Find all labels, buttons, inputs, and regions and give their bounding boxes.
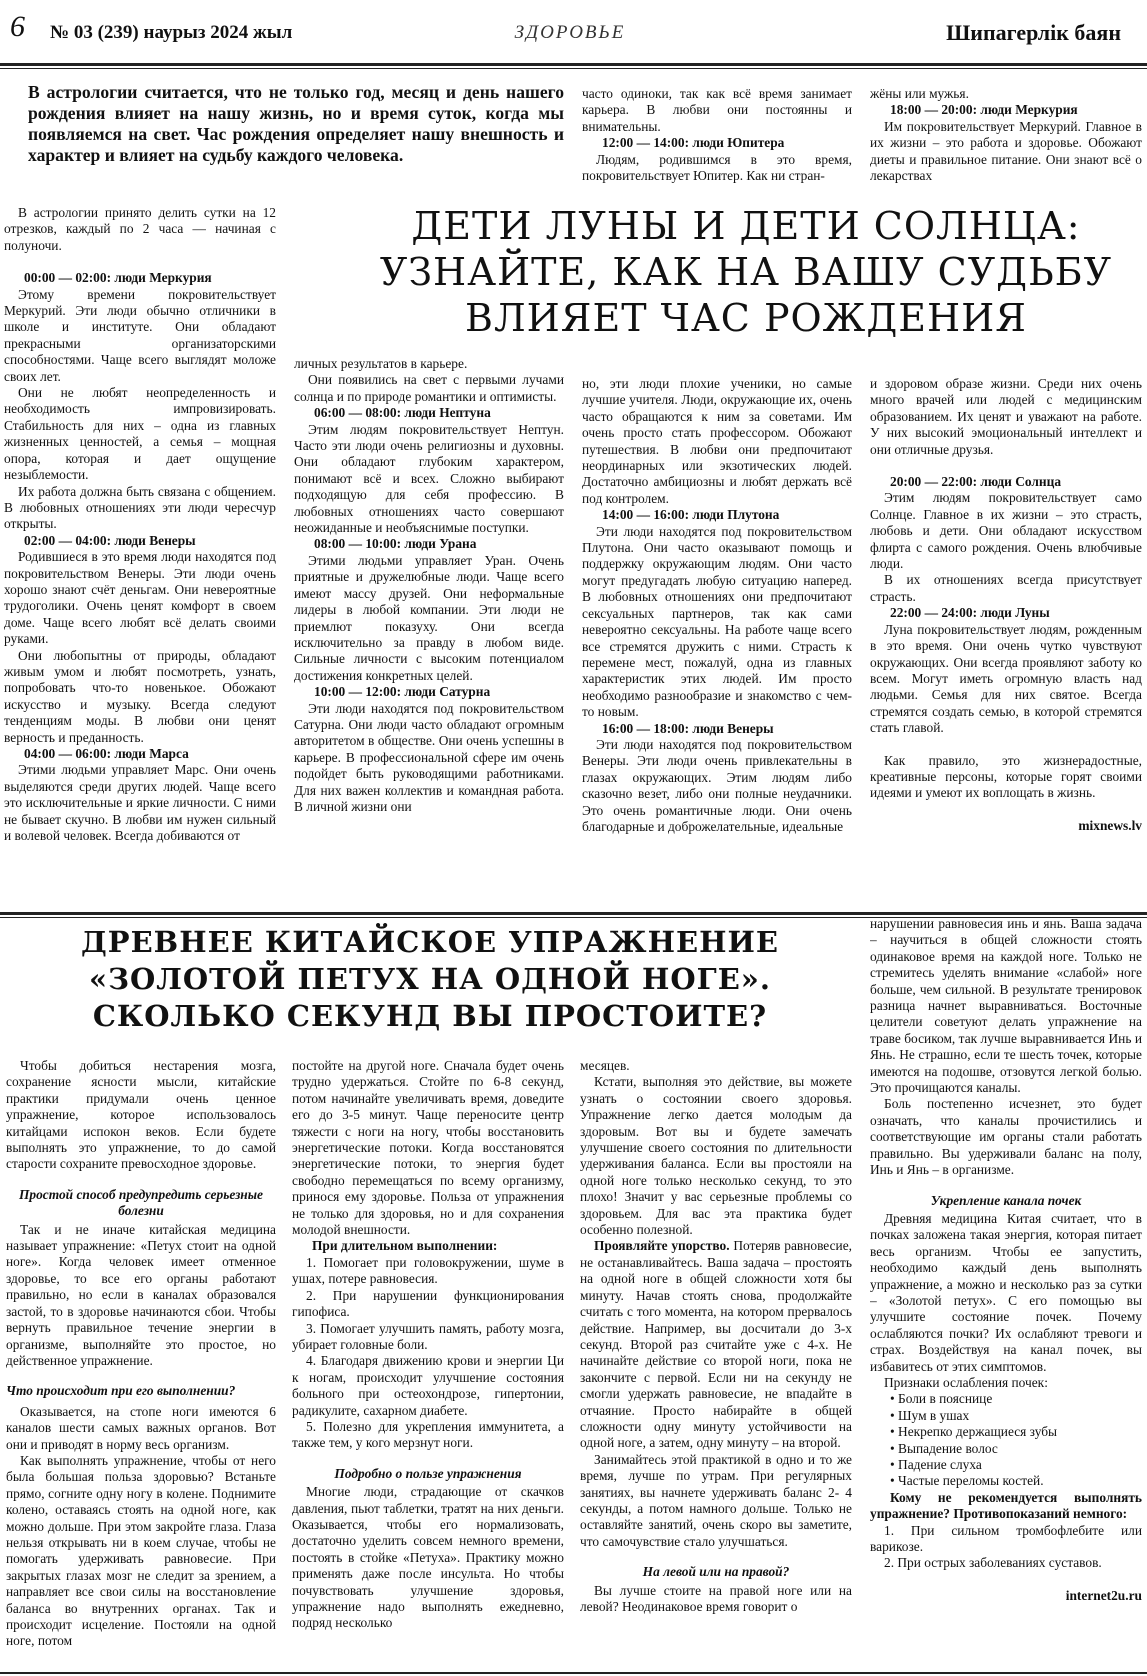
page-number: 6 — [10, 10, 25, 43]
list-item: • Боли в пояснице — [890, 1391, 993, 1407]
list-item: • Падение слуха — [890, 1457, 982, 1472]
paragraph: часто одиноки, так как всё время занимает карьера. В любви они постоянны и внимательны. — [582, 86, 852, 134]
article-column — [582, 86, 852, 190]
paragraph: жёны или мужья. — [870, 86, 969, 101]
paragraph: Людям, родившимся в это время, покровительствует Юпитер. Как ни стран- — [582, 151, 852, 184]
paragraph: Признаки ослабления почек: — [884, 1374, 1048, 1390]
paragraph: Потеряв равновесие, не останавливайтесь. Ваша задача – простоять на одной ноге в общей сложности хотя бы минуту. Начав стоять снова, продолжайте считать с того момента, на котором прервалось действие. Например, вы досчитали до 3-х секунд. Второй раз считайте уже с 4-х. Не начинайте действие со второй ноги, пока не закончите с первой. Если ни на секунду не смогли удержать равновесие, не впадайте в отчаяние. Просто набирайте в общей сложности одну минуту устойчивости на одной ноге, а затем, одну минуту – на второй. — [580, 1238, 852, 1451]
paragraph: Эти люди находятся под покровительством Плутона. Они часто оказывают помощь и поддержку окружающим людям. Они часто могут предугадать любую ситуацию наперед. В любовных отношениях они предпочитают сексуальных партнеров, так как сами невероятно сексуальны. На работе чаще всего все стремятся дружить с ними. Страсть к перемене мест, пожалуй, одна из главных характеристик этих людей. Им просто необходимо разнообразие и знакомство с чем-то новым. — [582, 523, 852, 720]
paragraph: Кстати, выполняя это действие, вы можете узнать о состоянии своего здоровья. Упражнение легко дается молодым да здоровым. Вот вы и будете замечать улучшение своего состояния по длительности удерживания баланса. Если вы простояли на одной ноге только несколько секунд, то это плохо! Значит у вас серьезные проблемы со здоровьем. Для вас эта практика будет особенно полезной. — [580, 1074, 852, 1238]
article-column — [582, 376, 852, 906]
paragraph: Древняя медицина Китая считает, что в почках заложена такая энергия, которая питает весь организм. Чтобы ее запустить, необходимо каждый день выполнять упражнение, а можно и несколько раз за сутки – «Золотой петух». С его помощью вы улучшите состояние почек. Почему ослабляются почки? Их ослабляют тревоги и страх. Воздействуя на канал почек, вы избавитесь от этих симптомов. — [870, 1210, 1142, 1374]
title-line: «ЗОЛОТОЙ ПЕТУХ НА ОДНОЙ НОГЕ». — [88, 962, 772, 996]
list-item: • Некрепко держащиеся зубы — [890, 1424, 1058, 1440]
rubric-name: Шипагерлік баян — [946, 20, 1121, 45]
issue-info: № 03 (239) наурыз 2024 жыл — [50, 22, 293, 43]
lead-paragraph: В астрологии считается, что не только год, месяц и день нашего рождения влияет на нашу жизнь, но и время суток, когда мы появляемся на свет. Час рождения определяет нашу внешность и характер и влияет на судьбу каждого человека. — [28, 82, 564, 165]
subheading: 22:00 — 24:00: люди Луны — [890, 605, 1050, 621]
paragraph: личных результатов в карьере. — [294, 356, 468, 371]
paragraph: Этими людьми управляет Марс. Они очень выделяются среди других людей. Чаще всего это исключительные и яркие личности. С ними не бывает скучно. В любви им нужен сильный и волевой человек. Всегда добиваются от — [4, 762, 276, 844]
paragraph: Они появились на свет с первыми лучами солнца и по природе романтики и оптимисты. — [294, 372, 564, 404]
paragraph: Так и не иначе китайская медицина называет упражнение: «Петух стоит на одной ноге». Когда человек имеет отменное здоровье, то все его органы работают правильно, но если в каналах образовался застой, то в здоровье начинаются сбои. Чтобы вернуть правильное течение энергии в организме, выполняйте это простое, но действенное упражнение. — [6, 1221, 276, 1368]
article-column — [870, 376, 1142, 896]
list-item: • Шум в ушах — [890, 1407, 970, 1423]
title-line: СКОЛЬКО СЕКУНД ВЫ ПРОСТОИТЕ? — [92, 999, 768, 1033]
subheading: На левой или на правой? — [642, 1564, 790, 1580]
subheading: Подробно о пользе упражнения — [334, 1465, 522, 1481]
header-rule — [0, 63, 1147, 66]
subheading: Простой способ предупредить серьезные болезни — [19, 1186, 263, 1219]
header-rule-thin — [0, 68, 1147, 69]
paragraph: Родившиеся в это время люди находятся под покровительством Венеры. Эти люди очень хорошо знают счёт деньгам. Они невероятные трудоголики. Очень ценят комфорт в своем доме. Чаще всего любят всё делать своими руками. — [4, 549, 276, 647]
subheading: 08:00 — 10:00: люди Урана — [314, 536, 477, 552]
subheading: 14:00 — 16:00: люди Плутона — [602, 507, 780, 523]
paragraph: Оказывается, на стопе ноги имеются 6 каналов шести самых важных органов. Вот они и приводят в норму весь организм. — [6, 1403, 276, 1452]
footer-rule — [0, 1672, 1147, 1674]
subheading: 20:00 — 22:00: люди Солнца — [890, 474, 1062, 490]
list-item: 1. Помогает при головокружении, шуме в ушах, потере равновесия. — [292, 1254, 564, 1287]
page-header — [0, 0, 1147, 68]
paragraph: В их отношениях всегда присутствует страсть. — [870, 572, 1142, 604]
paragraph: Этим людям покровительствует Нептун. Часто эти люди очень религиозны и духовны. Они обладают глубоким характером, понимают всё и всех. Сложно выбирают подходящую для себя профессию. В любовных отношениях часто совершают неожиданные и необъяснимые поступки. — [294, 421, 564, 536]
paragraph: Их работа должна быть связана с общением. В любовных отношениях эти люди чересчур открыты. — [4, 483, 276, 532]
paragraph: Многие люди, страдающие от скачков давления, пьют таблетки, тратят на них деньги. Оказывается, чтобы его нормализовать, достаточно уделить совсем немного времени, постоять в стойке «Петуха». Практику можно применять даже после инсульта. Но чтобы почувствовать улучшение здоровья, упражнение надо выполнять ежедневно, подряд несколько — [292, 1484, 564, 1631]
paragraph: постойте на другой ноге. Сначала будет очень трудно удержаться. Стойте по 6-8 секунд, потом начинайте увеличивать время, доведите его до 3-5 минут. Чаще переносите центр тяжести с ноги на ногу, чтобы восстановить энергетические потоки. Когда восстановятся энергетические потоки, то энергия будет свободно перемещаться по всему организму, принося ему здоровье. Польза от упражнения не только для здоровья, но и для сохранения молодой внешности. — [292, 1058, 564, 1238]
subheading: Что происходит при его выполнении? — [6, 1383, 236, 1399]
paragraph: месяцев. — [580, 1058, 630, 1073]
article-column — [870, 86, 1142, 190]
paragraph: Чтобы добиться нестарения мозга, сохранение ясности мысли, китайские практики придумали очень ценное упражнение, которое использовалось китайцами испокон веков. Если будете выполнять это упражнение, то до самой старости сохраните превосходное здоровье. — [6, 1058, 276, 1172]
list-item: 2. При нарушении функционирования гипофиса. — [292, 1287, 564, 1320]
paragraph: Как правило, это жизнерадостные, креативные персоны, которые горят своими идеями и умеют их воплощать в жизнь. — [870, 752, 1142, 801]
paragraph: Занимайтесь этой практикой в одно и то же время, лучше по утрам. При регулярных занятиях, вы начнете удерживать баланс 2- 4 секунды, а потом намного дольше. Только не оставляйте занятий, очень скоро вы заметите, что самочувствие стало улучшаться. — [580, 1451, 852, 1549]
bold-lead: Проявляйте упорство. — [594, 1238, 730, 1254]
list-item: 2. При острых заболеваниях суставов. — [884, 1555, 1102, 1571]
title-line: ДРЕВНЕЕ КИТАЙСКОЕ УПРАЖНЕНИЕ — [80, 925, 780, 959]
paragraph: В астрологии принято делить сутки на 12 отрезков, каждый по 2 часа — начиная с полуночи. — [4, 205, 276, 253]
article-title — [366, 203, 1126, 341]
list-item: 5. Полезно для укрепления иммунитета, а также тем, у кого мерзнут ноги. — [292, 1418, 564, 1451]
paragraph: Эти люди находятся под покровительством Венеры. Эти люди очень привлекательны в глазах окружающих. Этим людям либо сказочно везет, либо они полные неудачники. Это очень романтичные люди. Они очень благодарные и доброжелательные, идеальные — [582, 736, 852, 834]
subheading: 18:00 — 20:00: люди Меркурия — [890, 102, 1078, 118]
paragraph: Они не любят неопределенность и необходимость импровизировать. Стабильность для них – одна из главных жизненных ценностей, а семья – мощная опора, которая и дает ощущение незыблемости. — [4, 385, 276, 483]
article-column — [4, 205, 276, 905]
subheading: 16:00 — 18:00: люди Венеры — [602, 720, 774, 736]
list-item: • Частые переломы костей. — [890, 1473, 1044, 1489]
paragraph: Им покровительствует Меркурий. Главное в их жизни – это работа и здоровье. Обожают диеты и правильное питание. Они знают всё о лекарствах — [870, 118, 1142, 184]
paragraph: Луна покровительствует людям, рожденным в это время. Они очень чутко чувствуют окружающих. Они всегда проявляют заботу ко всем. Могут иметь огромную власть над людьми. Семья для них святое. Всегда стремятся создать семью, в которой стремятся стать главой. — [870, 621, 1142, 736]
paragraph: Они любопытны от природы, обладают живым умом и любят посмотреть, узнать, попробовать что-то новенькое. Обожают искусство и музыку. Всегда следуют тенденциям моды. В любви они ценят верность и преданность. — [4, 647, 276, 745]
list-item: 4. Благодаря движению крови и энергии Ци к ногам, происходит улучшение состояния больного при остеохондрозе, гипертонии, радикулите, сахарном диабете. — [292, 1353, 564, 1418]
subheading: 10:00 — 12:00: люди Сатурна — [314, 684, 491, 700]
subheading: 06:00 — 08:00: люди Нептуна — [314, 405, 491, 421]
paragraph: Боль постепенно исчезнет, это будет означать, что каналы прочистились и соответствующие им органы стали работать правильно. Вы удерживали баланс на полу, Инь и Янь – в организме. — [870, 1096, 1142, 1178]
paragraph: Эти люди находятся под покровительством Сатурна. Они люди часто обладают огромным авторитетом в обществе. Они очень успешны в карьере. В профессиональной сфере им очень подойдет быть руководящими работниками. Для них важен коллектив и командная работа. В личной жизни они — [294, 700, 564, 814]
article-title — [40, 924, 820, 1035]
source-credit: internet2u.ru — [1065, 1587, 1142, 1603]
subheading: Укрепление канала почек — [930, 1192, 1082, 1208]
subheading: 00:00 — 02:00: люди Меркурия — [24, 270, 212, 286]
paragraph: Вы лучше стоите на правой ноге или на левой? Неодинаковое время говорит о — [580, 1582, 852, 1614]
paragraph: нарушении равновесия инь и янь. Ваша задача – научиться в общей сложности стоять одинаковое время на каждой ноге. Только не стремитесь уделять внимание «слабой» ноге больше, чем сильной. В результате тренировок разница начнет выравниваться. Восточные целители советуют делать упражнение на траве босиком, так лучше выравнивается Инь и Янь. Не страшно, если те шесть точек, которые имеются на подошве, отзовутся легкой болью. Это прочищаются каналы. — [870, 916, 1142, 1096]
title-line: УЗНАЙТЕ, КАК НА ВАШУ СУДЬБУ — [379, 250, 1113, 294]
paragraph: но, эти люди плохие ученики, но самые лучшие учителя. Люди, окружающие их, очень часто обращаются к ним за советами. Им очень просто стать профессором. Обожают путешествия. В любви они предпочитают неординарных или экзотических людей. Достаточно амбициозны и любят держать всё под контролем. — [582, 376, 852, 506]
list-item: • Выпадение волос — [890, 1440, 998, 1456]
subheading: При длительном выполнении: — [312, 1238, 498, 1254]
subheading: 04:00 — 06:00: люди Марса — [24, 746, 189, 761]
title-line: ВЛИЯЕТ ЧАС РОЖДЕНИЯ — [465, 296, 1027, 340]
subheading: 12:00 — 14:00: люди Юпитера — [602, 135, 785, 151]
article-column — [580, 1058, 852, 1668]
list-item: 1. При сильном тромбофлебите или варикозе. — [870, 1522, 1142, 1555]
subheading: 02:00 — 04:00: люди Венеры — [24, 532, 196, 548]
paragraph: Этими людьми управляет Уран. Очень приятные и дружелюбные люди. Чаще всего имеют массу друзей. Они неформальные лидеры в любой компании. Эти люди не приемлют показуху. Они всегда исключительно за правду в любом виде. Сильные личности с высоким потенциалом достижения конкретных целей. — [294, 552, 564, 683]
subheading: Кому не рекомендуется выполнять упражнение? Противопоказаний немного: — [870, 1489, 1142, 1522]
article-column — [292, 1058, 564, 1668]
article-column — [870, 902, 1142, 1668]
list-item: 3. Помогает улучшить память, работу мозга, убирает головные боли. — [292, 1320, 564, 1352]
title-line: ДЕТИ ЛУНЫ И ДЕТИ СОЛНЦА: — [411, 204, 1081, 248]
section-name: ЗДОРОВЬЕ — [514, 22, 626, 43]
paragraph: Как выполнять упражнение, чтобы от него была большая польза здоровью? Встаньте прямо, согните одну ногу в колене. Поднимите колено, оставаясь стоять на одной ноге, как можно дольше. При этом закройте глаза. Глаза нельзя открывать ни в коем случае, чтобы не помогать удерживать равновесие. При закрытых глазах мозг не следит за зрением, а направляет все свои силы на восстановление баланса во внутренних органах. Так и происходит исцеление. Постояли на одной ноге, потом — [6, 1452, 276, 1649]
article-column — [6, 1058, 276, 1668]
article-column — [294, 356, 564, 906]
paragraph: Этим людям покровительствует само Солнце. Главное в их жизни – это страсть, любовь и дети. Они обладают искусством флирта с самого рождения. Очень влюбчивые люди. — [870, 490, 1142, 572]
paragraph: Этому времени покровительствует Меркурий. Эти люди обычно отличники в школе и институте. Они обладают прекрасными организаторскими способностями. Чаще всего выглядят моложе своих лет. — [4, 286, 276, 384]
source-credit: mixnews.lv — [1078, 817, 1142, 833]
paragraph: и здоровом образе жизни. Среди них очень много врачей или людей с медицинским образованием. Их ценят и уважают на работе. У них высокий эмоциональный интеллект и они отличные друзья. — [870, 376, 1142, 457]
